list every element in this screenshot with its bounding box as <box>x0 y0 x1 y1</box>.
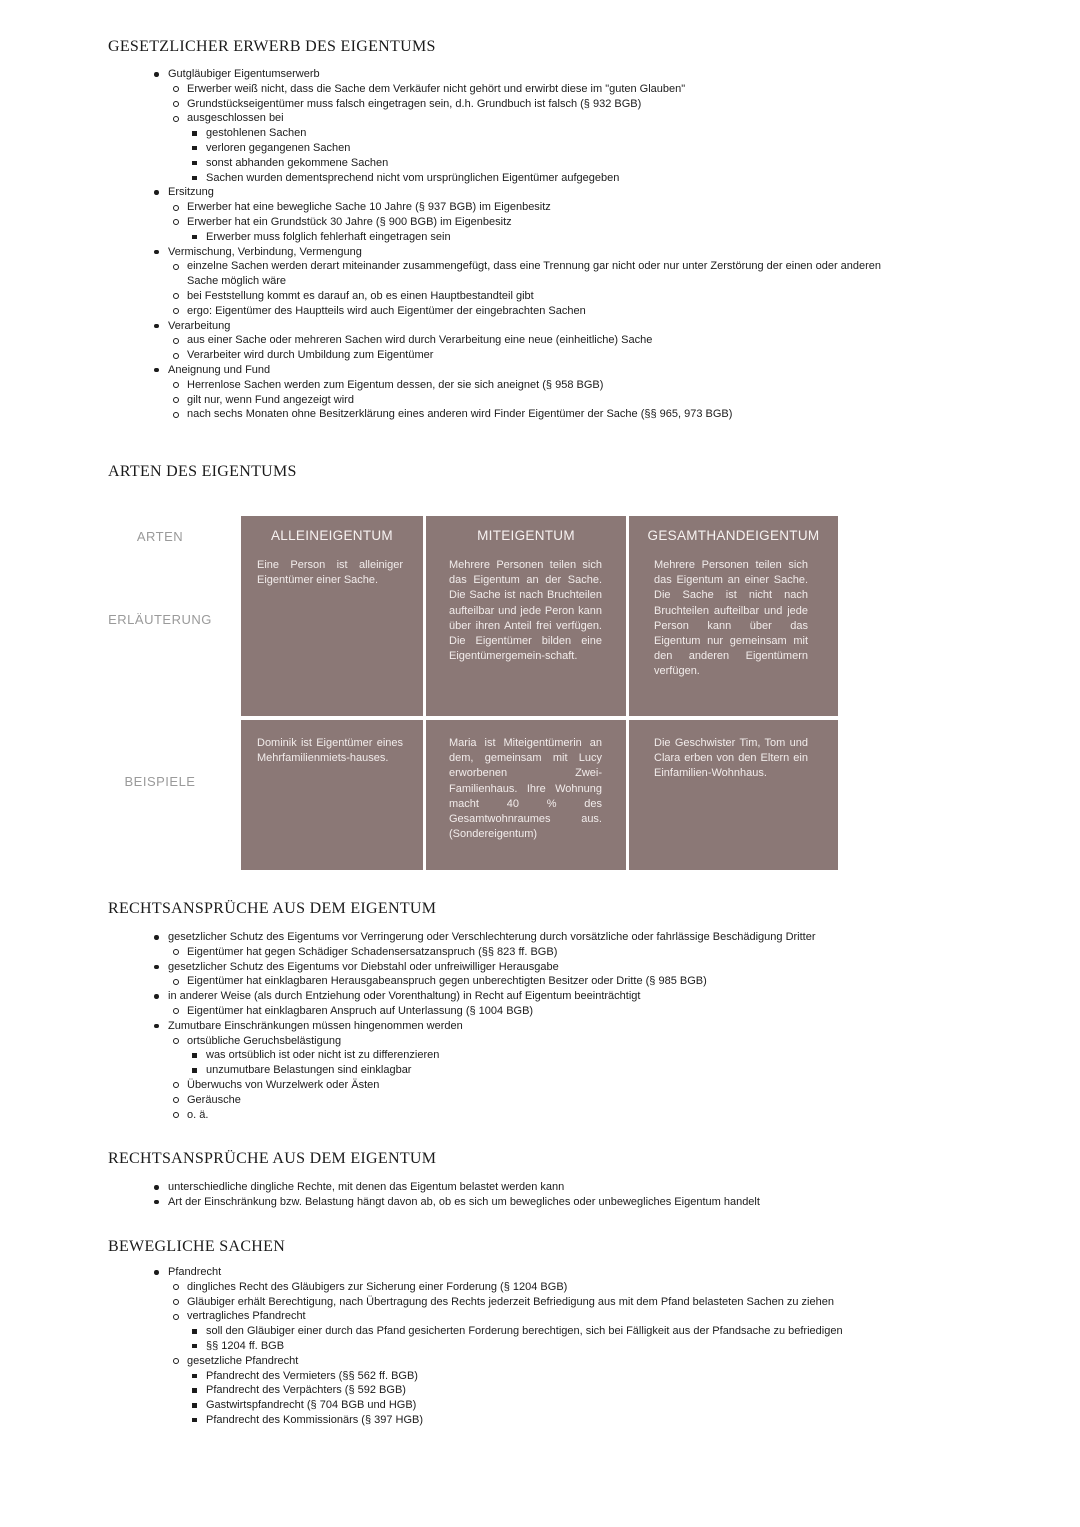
list-item: unterschiedliche dingliche Rechte, mit denen das Eigentum belastet werden kann <box>150 1180 950 1195</box>
rechtsansprueche-list <box>150 930 970 1122</box>
list-item: Herrenlose Sachen werden zum Eigentum dessen, der sie sich aneignet (§ 958 BGB) <box>169 378 950 393</box>
list-item: ausgeschlossen bei <box>169 111 950 126</box>
row-label-erlaeuterung: ERLÄUTERUNG <box>108 612 212 627</box>
explanation-text: Mehrere Personen teilen sich das Eigentum an der Sache. Die Sache ist nach Bruchteilen aufteilbar und jede Peron kann über ihren Anteil frei verfügen. Die Eigentümer bilden eine Eigentümergemein-schaft. <box>449 559 602 663</box>
list-item: bei Feststellung kommt es darauf an, ob es einen Hauptbestandteil gibt <box>169 289 950 304</box>
list-item: sonst abhanden gekommene Sachen <box>188 156 950 171</box>
list-item: Verarbeiter wird durch Umbildung zum Eigentümer <box>169 348 950 363</box>
cell-alleineigentum-explanation <box>241 516 423 716</box>
list-item: Eigentümer hat einklagbaren Herausgabeanspruch gegen unberechtigten Besitzer oder Dritte (§ 985 BGB) <box>169 974 970 989</box>
section-title-arten: ARTEN DES EIGENTUMS <box>108 463 297 480</box>
list-item: Sachen wurden dementsprechend nicht vom ursprünglichen Eigentümer aufgegeben <box>188 171 950 186</box>
list-item: gestohlenen Sachen <box>188 126 950 141</box>
list-item: Aneignung und Fund <box>150 363 950 378</box>
list-item: Gutgläubiger Eigentumserwerb <box>150 67 950 82</box>
list-item: ergo: Eigentümer des Hauptteils wird auch Eigentümer der eingebrachten Sachen <box>169 304 950 319</box>
example-text: Dominik ist Eigentümer eines Mehrfamilienmiets-hauses. <box>257 737 403 765</box>
row-label-arten: ARTEN <box>136 529 184 544</box>
erwerb-list <box>150 67 950 422</box>
list-item: gilt nur, wenn Fund angezeigt wird <box>169 393 950 408</box>
cell-gesamthandeigentum-example <box>629 720 838 870</box>
list-item: gesetzlicher Schutz des Eigentums vor Verringerung oder Verschlechterung durch vorsätzliche oder fahrlässige Beschädigung Dritter <box>150 930 970 945</box>
list-item: Erwerber hat ein Grundstück 30 Jahre (§ 900 BGB) im Eigenbesitz <box>169 215 950 230</box>
list-item: was ortsüblich ist oder nicht ist zu differenzieren <box>188 1048 970 1063</box>
list-item: Pfandrecht des Vermieters (§§ 562 ff. BGB) <box>188 1369 970 1384</box>
list-item: Art der Einschränkung bzw. Belastung hängt davon ab, ob es sich um bewegliches oder unbewegliches Eigentum handelt <box>150 1195 950 1210</box>
list-item: Grundstückseigentümer muss falsch eingetragen sein, d.h. Grundbuch ist falsch (§ 932 BGB) <box>169 97 950 112</box>
example-text: Maria ist Miteigentümerin an dem, gemeinsam mit Lucy erworbenen Zwei-Familienhaus. Ihre Wohnung macht 40 % des Gesamtwohnraumes aus. (Sondereigentum) <box>449 737 602 841</box>
list-item: §§ 1204 ff. BGB <box>188 1339 970 1354</box>
list-item: aus einer Sache oder mehreren Sachen wird durch Verarbeitung eine neue (einheitliche) Sache <box>169 333 950 348</box>
list-item: Gastwirtspfandrecht (§ 704 BGB und HGB) <box>188 1398 970 1413</box>
list-item: Überwuchs von Wurzelwerk oder Ästen <box>169 1078 970 1093</box>
section-title-bewegliche-sachen: BEWEGLICHE SACHEN <box>108 1238 286 1255</box>
list-item: soll den Gläubiger einer durch das Pfand gesicherten Forderung berechtigen, sich bei Fälligkeit aus der Pfandsache zu befriedigen <box>188 1324 970 1339</box>
list-item: Erwerber weiß nicht, dass die Sache dem Verkäufer nicht gehört und erwirbt diese im "guten Glauben" <box>169 82 950 97</box>
list-item: einzelne Sachen werden derart miteinander zusammengefügt, dass eine Trennung gar nicht oder nur unter Zerstörung der einen oder anderen Sache möglich wäre <box>169 259 912 289</box>
list-item: o. ä. <box>169 1108 970 1123</box>
list-item: Geräusche <box>169 1093 970 1108</box>
list-item: Pfandrecht <box>150 1265 970 1280</box>
list-item: Erwerber hat eine bewegliche Sache 10 Jahre (§ 937 BGB) im Eigenbesitz <box>169 200 950 215</box>
list-item: verloren gegangenen Sachen <box>188 141 950 156</box>
section-title-rechtsansprueche-1: RECHTSANSPRÜCHE AUS DEM EIGENTUM <box>108 900 437 917</box>
list-item: Erwerber muss folglich fehlerhaft eingetragen sein <box>188 230 950 245</box>
list-item: gesetzlicher Schutz des Eigentums vor Diebstahl oder unfreiwilliger Herausgabe <box>150 960 970 975</box>
explanation-text: Eine Person ist alleiniger Eigentümer einer Sache. <box>257 559 403 587</box>
cell-alleineigentum-example <box>241 720 423 870</box>
column-title-gesamthandeigentum: GESAMTHANDEIGENTUM <box>647 528 820 543</box>
list-item: Ersitzung <box>150 185 950 200</box>
list-item: Verarbeitung <box>150 319 950 334</box>
list-item: unzumutbare Belastungen sind einklagbar <box>188 1063 970 1078</box>
cell-miteigentum-example <box>426 720 626 870</box>
cell-miteigentum-explanation <box>426 516 626 716</box>
section-title-gesetzlicher-erwerb: GESETZLICHER ERWERB DES EIGENTUMS <box>108 38 436 55</box>
list-item: Pfandrecht des Verpächters (§ 592 BGB) <box>188 1383 970 1398</box>
section-title-rechtsansprueche-2: RECHTSANSPRÜCHE AUS DEM EIGENTUM <box>108 1150 437 1167</box>
explanation-text: Mehrere Personen teilen sich das Eigentum an einer Sache. Die Sache ist nicht nach Bruchteilen aufteilbar und jede Person kann über das Eigentum nur gemeinsam mit den anderen Eigentümern verfügen. <box>654 559 808 678</box>
list-item: nach sechs Monaten ohne Besitzerklärung eines anderen wird Finder Eigentümer der Sache (§§ 965, 973 BGB) <box>169 407 950 422</box>
pfandrecht-list <box>150 1265 970 1428</box>
list-item: Vermischung, Verbindung, Vermengung <box>150 245 950 260</box>
column-title-alleineigentum: ALLEINEIGENTUM <box>271 528 393 543</box>
list-item: Pfandrecht des Kommissionärs (§ 397 HGB) <box>188 1413 970 1428</box>
row-label-beispiele: BEISPIELE <box>124 774 196 789</box>
list-item: ortsübliche Geruchsbelästigung <box>169 1034 970 1049</box>
list-item: gesetzliche Pfandrecht <box>169 1354 970 1369</box>
list-item: Eigentümer hat einklagbaren Anspruch auf Unterlassung (§ 1004 BGB) <box>169 1004 970 1019</box>
list-item: Eigentümer hat gegen Schädiger Schadensersatzanspruch (§§ 823 ff. BGB) <box>169 945 970 960</box>
column-title-miteigentum: MITEIGENTUM <box>477 528 575 543</box>
list-item: Zumutbare Einschränkungen müssen hingenommen werden <box>150 1019 970 1034</box>
list-item: Gläubiger erhält Berechtigung, nach Übertragung des Rechts jederzeit Befriedigung aus mit dem Pfand belasteten Sachen zu ziehen <box>169 1295 970 1310</box>
example-text: Die Geschwister Tim, Tom und Clara erben von den Eltern ein Einfamilien-Wohnhaus. <box>654 737 808 780</box>
list-item: dingliches Recht des Gläubigers zur Sicherung einer Forderung (§ 1204 BGB) <box>169 1280 970 1295</box>
cell-gesamthandeigentum-explanation <box>629 516 838 716</box>
belastungen-list <box>150 1180 950 1210</box>
list-item: in anderer Weise (als durch Entziehung oder Vorenthaltung) in Recht auf Eigentum beeinträchtigt <box>150 989 970 1004</box>
list-item: vertragliches Pfandrecht <box>169 1309 970 1324</box>
